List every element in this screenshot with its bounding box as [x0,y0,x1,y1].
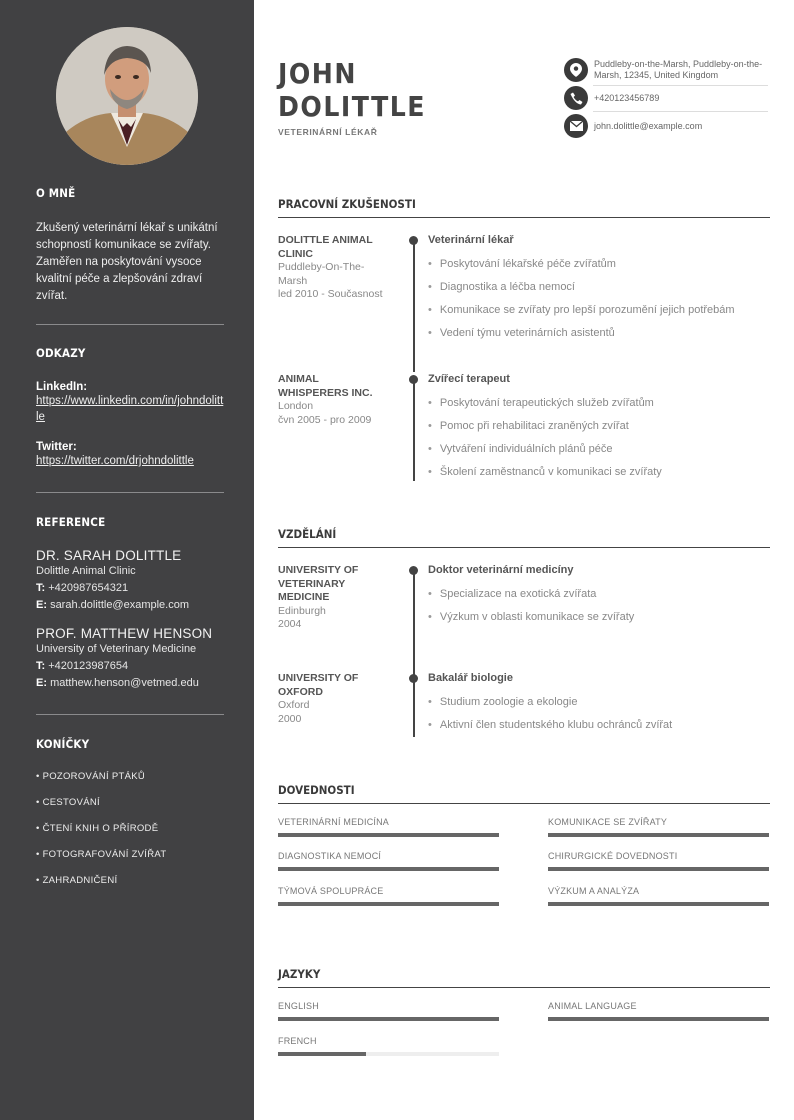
timeline-dot [409,236,418,245]
list-item: • Aktivní člen studentského klubu ochránců zvířat [428,714,768,737]
link-twitter [36,441,224,469]
list-item: • Vedení týmu veterinárních asistentů [428,322,768,345]
education-title: VZDĚLÁNÍ [278,527,770,548]
references-title: REFERENCE [36,515,106,529]
language-label: FRENCH [278,1036,317,1046]
reference-phone: T: +420123987654 [36,660,129,672]
list-item: • Pomoc při rehabilitaci zraněných zvířat [428,415,768,438]
about-title: O MNĚ [36,186,76,200]
hobbies-title: KONÍČKY [36,737,90,751]
link-label: Twitter: [36,441,77,453]
skill-label: KOMUNIKACE SE ZVÍŘATY [548,817,668,827]
reference-org: Dolittle Animal Clinic [36,565,136,577]
timeline-dot [409,674,418,683]
reference-phone: T: +420987654321 [36,582,129,594]
language-bar [278,1052,499,1056]
skill-item [548,817,769,837]
experience-title: PRACOVNÍ ZKUŠENOSTI [278,197,770,218]
contact-email [564,114,768,138]
skill-bar [278,902,499,906]
timeline-dot [409,566,418,575]
skill-label: VETERINÁRNÍ MEDICÍNA [278,817,390,827]
reference-item [36,548,224,614]
position-title: Veterinární lékař [428,234,514,246]
education-org: UNIVERSITY OF OXFORD Oxford 2000 [278,672,359,725]
skill-label: VÝZKUM A ANALÝZA [548,886,640,896]
reference-email: E: matthew.henson@vetmed.edu [36,677,199,689]
language-bar [278,1017,499,1021]
hobby-item: • ZAHRADNIČENÍ [36,875,118,886]
skill-bar [548,902,769,906]
link-label: LinkedIn: [36,381,88,393]
list-item: • Školení zaměstnanců v komunikaci se zvířaty [428,461,768,484]
list-item: • Poskytování lékařské péče zvířatům [428,253,768,276]
hobby-item: • POZOROVÁNÍ PTÁKŮ [36,771,146,782]
hobby-item: • FOTOGRAFOVÁNÍ ZVÍŘAT [36,849,167,860]
contact-address [564,58,768,82]
divider [593,111,768,112]
timeline-line [413,678,415,737]
list-item: • Studium zoologie a ekologie [428,691,768,714]
phone-icon [564,86,588,110]
list-item: • Diagnostika a léčba nemocí [428,276,768,299]
links-title: ODKAZY [36,346,86,360]
hobby-item: • CESTOVÁNÍ [36,797,100,808]
hobby-item: • ČTENÍ KNIH O PŘÍRODĚ [36,823,159,834]
skills-title: DOVEDNOSTI [278,783,770,804]
language-item [278,1001,499,1021]
reference-name: DR. SARAH DOLITTLE [36,548,182,563]
language-bar [548,1017,769,1021]
timeline-dot [409,375,418,384]
list-item: • Výzkum v oblasti komunikace se zvířaty [428,606,768,629]
bullet-list [428,691,768,737]
list-item: • Specializace na exotická zvířata [428,583,768,606]
divider [36,492,224,493]
reference-email: E: sarah.dolittle@example.com [36,599,190,611]
job-role: VETERINÁRNÍ LÉKAŘ [278,127,378,137]
timeline-line [413,240,415,372]
experience-org: ANIMAL WHISPERERS INC. London čvn 2005 - pro 2009 [278,373,373,426]
full-name: JOHN DOLITTLE [278,57,427,123]
skill-label: DIAGNOSTIKA NEMOCÍ [278,851,382,861]
about-text: Zkušený veterinární lékař s unikátní schopností komunikace se zvířaty. Zaměřen na poskytování vysoce kvalitní péče a zlepšování zdraví zvířat. [36,222,218,302]
list-item: • Vytváření individuálních plánů péče [428,438,768,461]
location-pin-icon [564,58,588,82]
contact-phone [564,86,768,110]
reference-name: PROF. MATTHEW HENSON [36,626,213,641]
envelope-icon [564,114,588,138]
sidebar [0,0,254,1120]
skill-item [548,886,769,906]
twitter-link[interactable]: https://twitter.com/drjohndolittle [36,455,194,467]
skill-item [278,817,499,837]
email-text: john.dolittle@example.com [594,120,703,131]
experience-org: DOLITTLE ANIMAL CLINIC Puddleby-On-The-Marsh led 2010 - Současnost [278,234,383,300]
linkedin-link[interactable]: https://www.linkedin.com/in/johndolittle [36,395,224,423]
skill-item [278,851,499,871]
language-item [548,1001,769,1021]
phone-text: +420123456789 [594,92,660,103]
list-item: • Poskytování terapeutických služeb zvířatům [428,392,768,415]
profile-photo [56,27,198,165]
skill-bar [548,867,769,871]
skill-bar [548,833,769,837]
skill-bar [278,833,499,837]
degree-title: Bakalář biologie [428,672,513,684]
hobbies-list [36,764,224,894]
bullet-list [428,583,768,629]
bullet-list [428,392,768,484]
main-content [278,0,770,1120]
position-title: Zvířecí terapeut [428,373,510,385]
education-org: UNIVERSITY OF VETERINARY MEDICINE Edinburgh 2004 [278,564,359,630]
reference-org: University of Veterinary Medicine [36,643,197,655]
list-item: • Komunikace se zvířaty pro lepší porozumění jejich potřebám [428,299,768,322]
degree-title: Doktor veterinární medicíny [428,564,574,576]
languages-title: JAZYKY [278,967,770,988]
address-text: Puddleby-on-the-Marsh, Puddleby-on-the-Marsh, 12345, United Kingdom [594,59,763,80]
timeline-line [413,570,415,678]
divider [36,324,224,325]
skill-label: TÝMOVÁ SPOLUPRÁCE [278,886,384,896]
skill-label: CHIRURGICKÉ DOVEDNOSTI [548,851,678,861]
link-linkedin [36,381,224,425]
language-label: ENGLISH [278,1001,319,1011]
reference-item [36,626,224,692]
timeline-line [413,379,415,481]
skill-bar [278,867,499,871]
divider [36,714,224,715]
skill-item [278,886,499,906]
language-label: ANIMAL LANGUAGE [548,1001,637,1011]
skill-item [548,851,769,871]
bullet-list [428,253,768,345]
language-item [278,1036,499,1056]
